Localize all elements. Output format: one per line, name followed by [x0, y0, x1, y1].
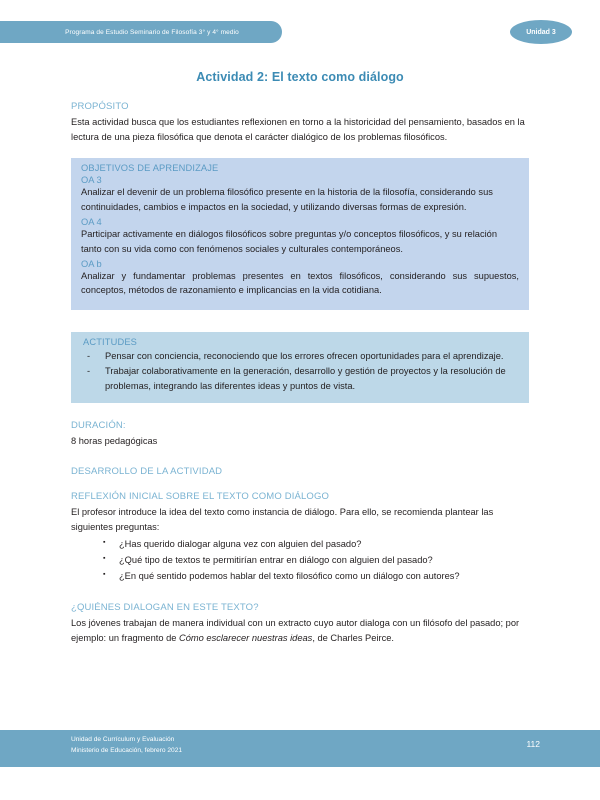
referenced-work-title: Cómo esclarecer nuestras ideas	[179, 632, 313, 643]
actitudes-item-text: Pensar con conciencia, reconociendo que los errores ofrecen oportunidades para el aprendizaje.	[105, 351, 504, 362]
question-text: ¿Qué tipo de textos te permitirían entrar en diálogo con alguien del pasado?	[119, 554, 433, 565]
objetivos-box	[71, 158, 529, 310]
reflexion-label: REFLEXIÓN INICIAL SOBRE EL TEXTO COMO DIÁLOGO	[71, 490, 330, 502]
actitudes-label: ACTITUDES	[83, 337, 138, 348]
actitudes-item	[83, 349, 517, 364]
footer-organization	[71, 735, 182, 756]
proposito-text: Esta actividad busca que los estudiantes reflexionen en torno a la historicidad del pensamiento, basados en la lectura de una pieza filosófica que denota el carácter dialógico de los problemas filosóficos.	[71, 117, 525, 143]
square-bullet-icon: ▪	[103, 570, 106, 578]
dash-marker: -	[87, 351, 91, 362]
oa-code-b: OA b	[81, 258, 102, 269]
square-bullet-icon: ▪	[103, 554, 106, 562]
objetivos-label: OBJETIVOS DE APRENDIZAJE	[81, 163, 219, 174]
oa-text-4: Participar activamente en diálogos filosóficos sobre preguntas y/o conceptos filosóficos, y su relación tanto con su vida como con fenómenos sociales y culturales contemporáneos.	[81, 228, 497, 254]
page-title: Actividad 2: El texto como diálogo	[196, 70, 404, 84]
quienes-text-after: , de Charles Peirce.	[312, 632, 394, 643]
footer-line-1: Unidad de Currículum y Evaluación	[71, 736, 175, 743]
reflexion-question-list	[71, 537, 529, 585]
footer-line-2: Ministerio de Educación, febrero 2021	[71, 746, 183, 754]
dash-marker: -	[87, 366, 91, 377]
actitudes-item	[83, 364, 517, 394]
oa-code-4: OA 4	[81, 216, 102, 227]
page-number: 112	[526, 739, 540, 749]
quienes-text-before: Los jóvenes trabajan de manera individual con un extracto cuyo autor dialoga con un filósofo del pasado; por ejemplo: un fragmento de	[71, 617, 520, 643]
oa-text-b: Analizar y fundamentar problemas presentes en textos filosóficos, considerando sus supuestos, conceptos, métodos de razonamiento e implicancias en la vida cotidiana.	[81, 270, 519, 296]
list-item	[71, 569, 529, 585]
quienes-dialogan-text	[71, 616, 529, 646]
quienes-dialogan-label: ¿QUIÉNES DIALOGAN EN ESTE TEXTO?	[71, 601, 259, 613]
question-text: ¿Has querido dialogar alguna vez con alguien del pasado?	[119, 538, 362, 549]
oa-code-3: OA 3	[81, 175, 102, 186]
program-header-text: Programa de Estudio Seminario de Filosofía 3° y 4° medio	[65, 28, 239, 36]
page-content	[71, 0, 529, 646]
duracion-value: 8 horas pedagógicas	[71, 435, 158, 446]
list-item	[71, 537, 529, 553]
square-bullet-icon: ▪	[103, 538, 106, 546]
footer-content	[71, 735, 540, 756]
unit-badge-label: Unidad 3	[526, 28, 556, 36]
list-item	[71, 553, 529, 569]
duracion-label: DURACIÓN:	[71, 419, 126, 431]
reflexion-intro: El profesor introduce la idea del texto como instancia de diálogo. Para ello, se recomienda plantear las siguientes preguntas:	[71, 506, 494, 532]
footer-band	[0, 730, 600, 767]
actitudes-item-text: Trabajar colaborativamente en la generación, desarrollo y gestión de proyectos y la resolución de problemas, integrando las diferentes ideas y puntos de vista.	[105, 366, 506, 392]
oa-text-3: Analizar el devenir de un problema filosófico presente en la historia de la filosofía, considerando sus continuidades, cambios e impactos en la sociedad, y utilizando diversas formas de expresión.	[81, 187, 493, 212]
actitudes-box	[71, 332, 529, 403]
desarrollo-label: DESARROLLO DE LA ACTIVIDAD	[71, 465, 223, 477]
question-text: ¿En qué sentido podemos hablar del texto filosófico como un diálogo con autores?	[119, 570, 460, 581]
proposito-label: PROPÓSITO	[71, 101, 129, 112]
actitudes-list	[83, 349, 517, 394]
